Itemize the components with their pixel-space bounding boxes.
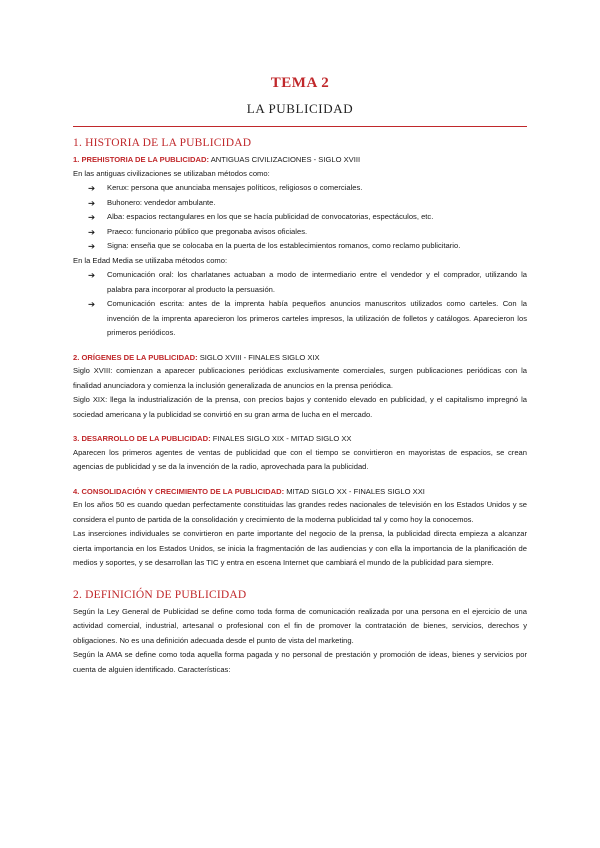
subsection-period: SIGLO XVIII - FINALES SIGLO XIX — [197, 352, 320, 362]
list-item: ➔ Comunicación oral: los charlatanes actuaban a modo de intermediario entre el vendedor y el comprador, utilizando la palabra para incorporar al producto la persuasión. — [88, 270, 527, 294]
paragraph: Aparecen los primeros agentes de ventas de publicidad que con el tiempo se convirtieron en mayoristas de espacios, se crean agencias de publicidad y se da la invención de la radio, aprovechada para la publicidad. — [73, 447, 527, 471]
arrow-icon: ➔ — [88, 197, 96, 208]
subsection-3-heading — [73, 432, 527, 446]
section-2-heading: 2. DEFINICIÓN DE PUBLICIDAD — [73, 588, 247, 601]
subsection-period: FINALES SIGLO XIX - MITAD SIGLO XX — [210, 434, 352, 443]
subsection-4-heading — [73, 485, 527, 499]
subsection-label: 1. PREHISTORIA DE LA PUBLICIDAD: — [73, 155, 209, 164]
title-divider — [73, 126, 527, 127]
subsection-2-heading — [73, 351, 527, 365]
document-subtitle: LA PUBLICIDAD — [246, 101, 354, 116]
arrow-icon: ➔ — [88, 226, 96, 237]
arrow-icon: ➔ — [88, 241, 96, 251]
paragraph: Las inserciones individuales se convirtieron en parte importante del negocio de la prensa, la publicidad directa empieza a alcanzar cierta importancia en los Estados Unidos, se inicia la fragmentación de las audiencias y con ella la importancia de la planificación de medios y soportes, y se desarrollan las TIC y entra en escena Internet que cambiará el mundo de la publicidad para siempre. — [73, 529, 527, 567]
middle-ages-methods-list — [73, 268, 527, 341]
subsection-label: 4. CONSOLIDACIÓN Y CRECIMIENTO DE LA PUBLICIDAD: — [73, 486, 285, 496]
paragraph: Siglo XVIII: comienzan a aparecer publicaciones periódicas exclusivamente comerciales, surgen publicaciones periódicas con la finalidad anunciadora y comienza la inclusión generalizada de anuncios en la prensa periódica. — [73, 366, 527, 390]
section-1-heading: 1. HISTORIA DE LA PUBLICIDAD — [73, 137, 252, 149]
paragraph: Siglo XIX: llega la industrialización de la prensa, con precios bajos y contenido elevado en publicidad, y el capitalismo impregnó la sociedad americana y la publicidad se convirtió en su gran arma de lucha en el mercado. — [73, 395, 527, 419]
arrow-icon: ➔ — [88, 183, 96, 193]
subsection-period: MITAD SIGLO XX - FINALES SIGLO XXI — [284, 486, 425, 496]
paragraph: En la Edad Media se utilizaba métodos como: — [73, 255, 228, 265]
list-item: ➔ Praeco: funcionario público que pregonaba avisos oficiales. — [88, 225, 527, 240]
paragraph: En las antiguas civilizaciones se utilizaban métodos como: — [73, 168, 270, 178]
list-item: ➔ Comunicación escrita: antes de la imprenta había pequeños anuncios manuscritos utilizados como carteles. Con la invención de la imprenta aparecieron los primeros carteles impresos, la utilización de folletos y catálogos. Aparecieron los primeros periódicos. — [88, 299, 527, 337]
document-title: TEMA 2 — [270, 75, 330, 91]
paragraph: Según la Ley General de Publicidad se define como toda forma de comunicación realizada por una persona en el ejercicio de una actividad comercial, industrial, artesanal o profesional con el fin de promover la contratación de bienes, servicios, derechos y obligaciones. No es una definición adecuada desde el punto de vista del marketing. — [73, 606, 527, 645]
list-item: ➔ Alba: espacios rectangulares en los que se hacía publicidad de convocatorias, espectáculos, etc. — [88, 210, 527, 225]
list-item: ➔ Signa: enseña que se colocaba en la puerta de los establecimientos romanos, como reclamo publicitario. — [88, 239, 527, 254]
list-item: ➔ Buhonero: vendedor ambulante. — [88, 196, 527, 211]
subsection-period: ANTIGUAS CIVILIZACIONES - SIGLO XVIII — [209, 155, 361, 164]
paragraph: Según la AMA se define como toda aquella forma pagada y no personal de prestación y promoción de ideas, bienes y servicios por cuenta de alguien identificado. Características: — [73, 650, 527, 674]
list-item: ➔ Kerux: persona que anunciaba mensajes políticos, religiosos o comerciales. — [88, 181, 527, 196]
arrow-icon: ➔ — [88, 299, 96, 309]
arrow-icon: ➔ — [88, 212, 96, 222]
arrow-icon: ➔ — [88, 270, 96, 280]
paragraph: En los años 50 es cuando quedan perfectamente constituidas las grandes redes nacionales de televisión en los Estados Unidos y se considera el punto de partida de la consolidación y crecimiento de la moderna publicidad tal y como hoy la conocemos. — [73, 500, 527, 524]
ancient-methods-list — [73, 181, 527, 254]
subsection-label: 2. ORÍGENES DE LA PUBLICIDAD: — [73, 352, 198, 362]
subsection-1-heading — [73, 153, 527, 167]
subsection-label: 3. DESARROLLO DE LA PUBLICIDAD: — [73, 434, 211, 443]
